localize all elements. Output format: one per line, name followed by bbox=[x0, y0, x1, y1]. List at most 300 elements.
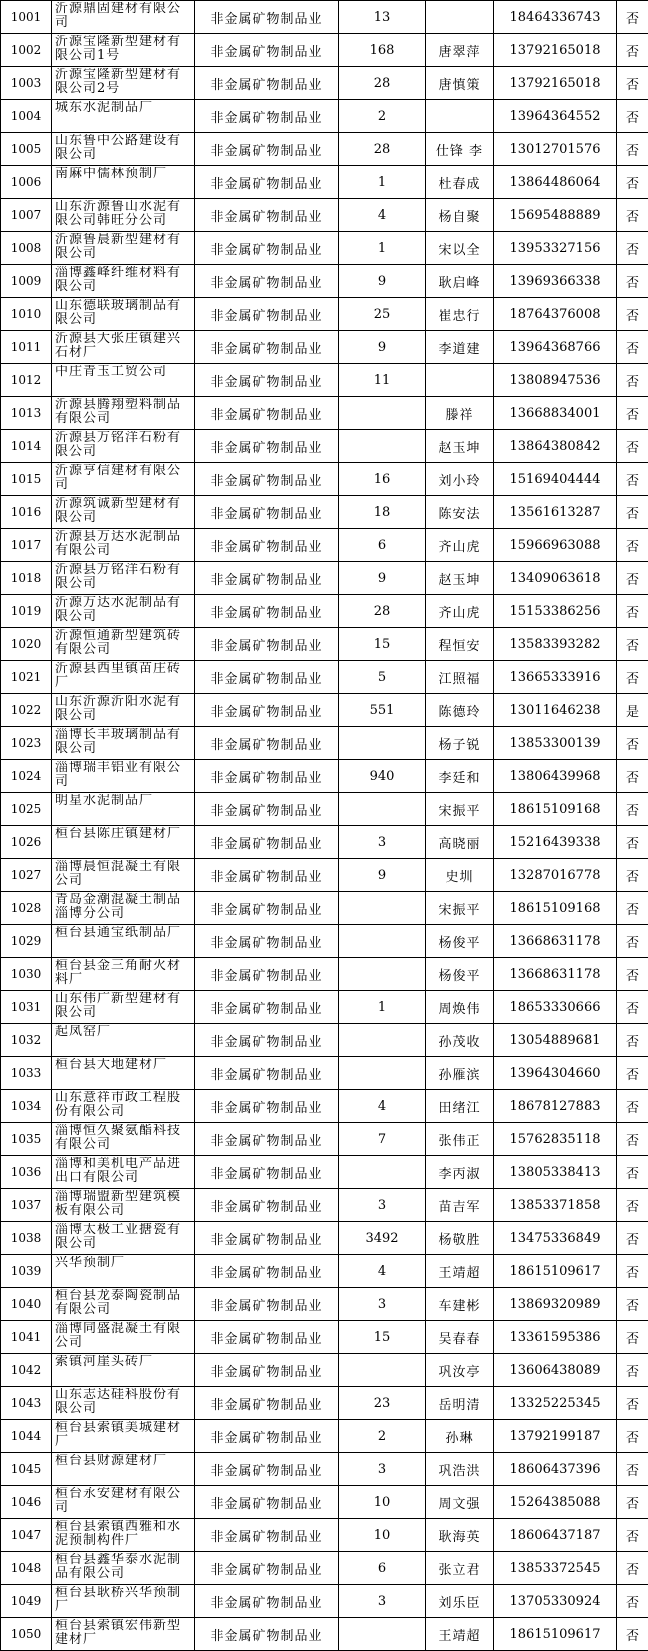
contact-person-cell: 齐山虎 bbox=[426, 529, 494, 562]
table-row bbox=[1, 958, 648, 991]
count-cell: 9 bbox=[339, 562, 426, 595]
company-name-cell bbox=[52, 1519, 195, 1552]
flag-cell: 否 bbox=[617, 331, 648, 364]
phone-cell: 18615109168 bbox=[494, 892, 617, 925]
contact-person-cell: 李丙淑 bbox=[426, 1156, 494, 1189]
company-name-text: 沂源筑诚新型建材有限公司 bbox=[55, 497, 182, 525]
flag-cell: 否 bbox=[617, 793, 648, 826]
company-name-cell bbox=[52, 1057, 195, 1090]
flag-cell: 否 bbox=[617, 133, 648, 166]
contact-person-cell: 陈安法 bbox=[426, 496, 494, 529]
flag-cell: 否 bbox=[617, 100, 648, 133]
industry-cell: 非金属矿物制品业 bbox=[195, 661, 339, 694]
company-name-text: 桓台县龙泰陶瓷制品有限公司 bbox=[55, 1289, 182, 1317]
count-cell: 6 bbox=[339, 529, 426, 562]
row-id-cell: 1027 bbox=[1, 859, 52, 892]
phone-cell: 18678127883 bbox=[494, 1090, 617, 1123]
table-row bbox=[1, 1387, 648, 1420]
row-id-cell: 1041 bbox=[1, 1321, 52, 1354]
company-name-text: 淄博瑞盟新型建筑模板有限公司 bbox=[55, 1190, 182, 1218]
contact-person-cell: 杨俊平 bbox=[426, 925, 494, 958]
table-row bbox=[1, 364, 648, 397]
industry-cell: 非金属矿物制品业 bbox=[195, 925, 339, 958]
industry-cell: 非金属矿物制品业 bbox=[195, 991, 339, 1024]
flag-cell: 否 bbox=[617, 1255, 648, 1288]
table-row bbox=[1, 430, 648, 463]
row-id-cell: 1038 bbox=[1, 1222, 52, 1255]
phone-cell: 13287016778 bbox=[494, 859, 617, 892]
count-cell: 25 bbox=[339, 298, 426, 331]
count-cell: 3 bbox=[339, 1453, 426, 1486]
industry-cell: 非金属矿物制品业 bbox=[195, 1354, 339, 1387]
contact-person-cell: 宋以全 bbox=[426, 232, 494, 265]
company-name-text: 桓台县索镇美城建材厂 bbox=[55, 1421, 182, 1449]
industry-cell: 非金属矿物制品业 bbox=[195, 430, 339, 463]
row-id-cell: 1028 bbox=[1, 892, 52, 925]
row-id-cell: 1043 bbox=[1, 1387, 52, 1420]
flag-cell: 否 bbox=[617, 826, 648, 859]
company-name-cell bbox=[52, 529, 195, 562]
count-cell: 3 bbox=[339, 1189, 426, 1222]
phone-cell: 13964368766 bbox=[494, 331, 617, 364]
table-row bbox=[1, 496, 648, 529]
flag-cell: 否 bbox=[617, 1156, 648, 1189]
contact-person-cell: 王靖超 bbox=[426, 1618, 494, 1651]
company-name-text: 桓台县索镇西雅和水泥预制构件厂 bbox=[55, 1520, 182, 1548]
phone-cell: 15264385088 bbox=[494, 1486, 617, 1519]
industry-cell: 非金属矿物制品业 bbox=[195, 628, 339, 661]
row-id-cell: 1002 bbox=[1, 34, 52, 67]
company-name-text: 桓台县鑫华泰水泥制品有限公司 bbox=[55, 1553, 182, 1581]
industry-cell: 非金属矿物制品业 bbox=[195, 1, 339, 34]
flag-cell: 否 bbox=[617, 1354, 648, 1387]
company-name-text: 桓台县大地建材厂 bbox=[55, 1058, 168, 1072]
row-id-cell: 1010 bbox=[1, 298, 52, 331]
count-cell: 7 bbox=[339, 1123, 426, 1156]
company-name-cell bbox=[52, 1255, 195, 1288]
count-cell: 23 bbox=[339, 1387, 426, 1420]
row-id-cell: 1040 bbox=[1, 1288, 52, 1321]
row-id-cell: 1034 bbox=[1, 1090, 52, 1123]
company-name-cell bbox=[52, 760, 195, 793]
industry-cell: 非金属矿物制品业 bbox=[195, 1585, 339, 1618]
table-row bbox=[1, 298, 648, 331]
company-name-text: 山东伟广新型建材有限公司 bbox=[55, 992, 182, 1020]
flag-cell: 否 bbox=[617, 1057, 648, 1090]
count-cell bbox=[339, 958, 426, 991]
table-row bbox=[1, 892, 648, 925]
table-row bbox=[1, 1222, 648, 1255]
row-id-cell: 1021 bbox=[1, 661, 52, 694]
company-name-text: 桓台县耿桥兴华预制厂 bbox=[55, 1586, 182, 1614]
flag-cell: 否 bbox=[617, 562, 648, 595]
row-id-cell: 1005 bbox=[1, 133, 52, 166]
company-name-text: 沂源县西里镇苗庄砖厂 bbox=[55, 662, 182, 690]
industry-cell: 非金属矿物制品业 bbox=[195, 1519, 339, 1552]
phone-cell: 13054889681 bbox=[494, 1024, 617, 1057]
row-id-cell: 1049 bbox=[1, 1585, 52, 1618]
industry-cell: 非金属矿物制品业 bbox=[195, 1618, 339, 1651]
contact-person-cell bbox=[426, 364, 494, 397]
company-name-cell bbox=[52, 727, 195, 760]
row-id-cell: 1024 bbox=[1, 760, 52, 793]
table-row bbox=[1, 826, 648, 859]
flag-cell: 否 bbox=[617, 1552, 648, 1585]
company-name-text: 桓台县财源建材厂 bbox=[55, 1454, 168, 1468]
contact-person-cell: 巩汝亭 bbox=[426, 1354, 494, 1387]
industry-cell: 非金属矿物制品业 bbox=[195, 727, 339, 760]
contact-person-cell: 赵玉坤 bbox=[426, 430, 494, 463]
contact-person-cell: 张立君 bbox=[426, 1552, 494, 1585]
phone-cell: 13606438089 bbox=[494, 1354, 617, 1387]
company-name-text: 沂源县万铭洋石粉有限公司 bbox=[55, 563, 182, 591]
table-row bbox=[1, 793, 648, 826]
contact-person-cell: 张伟正 bbox=[426, 1123, 494, 1156]
count-cell bbox=[339, 793, 426, 826]
table-row bbox=[1, 232, 648, 265]
company-name-cell bbox=[52, 1222, 195, 1255]
company-name-cell bbox=[52, 1156, 195, 1189]
flag-cell: 否 bbox=[617, 1387, 648, 1420]
count-cell: 28 bbox=[339, 133, 426, 166]
flag-cell: 否 bbox=[617, 1585, 648, 1618]
table-row bbox=[1, 100, 648, 133]
count-cell: 3 bbox=[339, 826, 426, 859]
row-id-cell: 1042 bbox=[1, 1354, 52, 1387]
row-id-cell: 1016 bbox=[1, 496, 52, 529]
count-cell: 4 bbox=[339, 199, 426, 232]
table-row bbox=[1, 1288, 648, 1321]
contact-person-cell: 李道建 bbox=[426, 331, 494, 364]
company-name-cell bbox=[52, 1123, 195, 1156]
contact-person-cell: 仕锋 李 bbox=[426, 133, 494, 166]
industry-cell: 非金属矿物制品业 bbox=[195, 562, 339, 595]
company-name-text: 山东志达硅科股份有限公司 bbox=[55, 1388, 182, 1416]
row-id-cell: 1020 bbox=[1, 628, 52, 661]
contact-person-cell: 耿启峰 bbox=[426, 265, 494, 298]
company-name-text: 山东沂源鲁山水泥有限公司韩旺分公司 bbox=[55, 200, 182, 228]
company-name-cell bbox=[52, 826, 195, 859]
company-name-cell bbox=[52, 1189, 195, 1222]
flag-cell: 否 bbox=[617, 1, 648, 34]
industry-cell: 非金属矿物制品业 bbox=[195, 892, 339, 925]
phone-cell: 13561613287 bbox=[494, 496, 617, 529]
row-id-cell: 1039 bbox=[1, 1255, 52, 1288]
flag-cell: 否 bbox=[617, 1420, 648, 1453]
industry-cell: 非金属矿物制品业 bbox=[195, 298, 339, 331]
table-row bbox=[1, 67, 648, 100]
flag-cell: 否 bbox=[617, 1453, 648, 1486]
contact-person-cell: 刘小玲 bbox=[426, 463, 494, 496]
industry-cell: 非金属矿物制品业 bbox=[195, 199, 339, 232]
company-name-cell bbox=[52, 1387, 195, 1420]
company-name-cell bbox=[52, 331, 195, 364]
phone-cell: 13864380842 bbox=[494, 430, 617, 463]
phone-cell: 18606437187 bbox=[494, 1519, 617, 1552]
company-name-text: 沂源亨信建材有限公司 bbox=[55, 464, 182, 492]
row-id-cell: 1018 bbox=[1, 562, 52, 595]
row-id-cell: 1050 bbox=[1, 1618, 52, 1651]
contact-person-cell: 王靖超 bbox=[426, 1255, 494, 1288]
phone-cell: 13409063618 bbox=[494, 562, 617, 595]
row-id-cell: 1037 bbox=[1, 1189, 52, 1222]
company-name-text: 桓台县金三角耐火材料厂 bbox=[55, 959, 182, 987]
contact-person-cell: 唐翠萍 bbox=[426, 34, 494, 67]
company-name-cell bbox=[52, 100, 195, 133]
count-cell bbox=[339, 1156, 426, 1189]
row-id-cell: 1019 bbox=[1, 595, 52, 628]
company-name-text: 沂源宝隆新型建材有限公司1号 bbox=[55, 35, 182, 63]
contact-person-cell: 周文强 bbox=[426, 1486, 494, 1519]
table-row bbox=[1, 1057, 648, 1090]
company-name-text: 明星水泥制品厂 bbox=[55, 794, 154, 808]
row-id-cell: 1035 bbox=[1, 1123, 52, 1156]
table-body bbox=[1, 1, 648, 1651]
flag-cell: 否 bbox=[617, 496, 648, 529]
table-row bbox=[1, 1453, 648, 1486]
company-name-text: 南麻中儒林预制厂 bbox=[55, 167, 168, 181]
row-id-cell: 1015 bbox=[1, 463, 52, 496]
row-id-cell: 1047 bbox=[1, 1519, 52, 1552]
company-name-text: 山东鲁中公路建设有限公司 bbox=[55, 134, 182, 162]
count-cell bbox=[339, 1024, 426, 1057]
industry-cell: 非金属矿物制品业 bbox=[195, 463, 339, 496]
phone-cell: 13808947536 bbox=[494, 364, 617, 397]
company-name-text: 桓台县索镇宏伟新型建材厂 bbox=[55, 1619, 182, 1647]
count-cell: 5 bbox=[339, 661, 426, 694]
table-row bbox=[1, 1552, 648, 1585]
industry-cell: 非金属矿物制品业 bbox=[195, 1255, 339, 1288]
phone-cell: 18653330666 bbox=[494, 991, 617, 1024]
table-row bbox=[1, 1321, 648, 1354]
table-row bbox=[1, 1255, 648, 1288]
contact-person-cell: 杨自聚 bbox=[426, 199, 494, 232]
company-name-text: 山东意祥市政工程股份有限公司 bbox=[55, 1091, 182, 1119]
row-id-cell: 1017 bbox=[1, 529, 52, 562]
company-name-cell bbox=[52, 496, 195, 529]
contact-person-cell: 高晓丽 bbox=[426, 826, 494, 859]
company-name-cell bbox=[52, 595, 195, 628]
row-id-cell: 1033 bbox=[1, 1057, 52, 1090]
phone-cell: 13583393282 bbox=[494, 628, 617, 661]
phone-cell: 15153386256 bbox=[494, 595, 617, 628]
table-row bbox=[1, 1156, 648, 1189]
row-id-cell: 1004 bbox=[1, 100, 52, 133]
phone-cell: 18615109168 bbox=[494, 793, 617, 826]
company-name-text: 山东德联玻璃制品有限公司 bbox=[55, 299, 182, 327]
count-cell: 4 bbox=[339, 1090, 426, 1123]
company-name-cell bbox=[52, 1321, 195, 1354]
contact-person-cell: 宋振平 bbox=[426, 892, 494, 925]
flag-cell: 否 bbox=[617, 1519, 648, 1552]
count-cell: 9 bbox=[339, 265, 426, 298]
phone-cell: 13668631178 bbox=[494, 958, 617, 991]
row-id-cell: 1036 bbox=[1, 1156, 52, 1189]
count-cell: 3 bbox=[339, 1288, 426, 1321]
company-name-text: 淄博太极工业搪瓷有限公司 bbox=[55, 1223, 182, 1251]
company-name-text: 兴华预制厂 bbox=[55, 1256, 126, 1270]
contact-person-cell: 巩浩洪 bbox=[426, 1453, 494, 1486]
company-name-cell bbox=[52, 1024, 195, 1057]
flag-cell: 否 bbox=[617, 859, 648, 892]
company-name-text: 淄博恒久聚氨酯科技有限公司 bbox=[55, 1124, 182, 1152]
contact-person-cell: 吴春春 bbox=[426, 1321, 494, 1354]
count-cell: 6 bbox=[339, 1552, 426, 1585]
industry-cell: 非金属矿物制品业 bbox=[195, 1486, 339, 1519]
count-cell: 940 bbox=[339, 760, 426, 793]
count-cell: 9 bbox=[339, 859, 426, 892]
company-name-cell bbox=[52, 232, 195, 265]
phone-cell: 13853300139 bbox=[494, 727, 617, 760]
table-row bbox=[1, 199, 648, 232]
row-id-cell: 1045 bbox=[1, 1453, 52, 1486]
industry-cell: 非金属矿物制品业 bbox=[195, 1420, 339, 1453]
company-name-text: 沂源县腾翔塑料制品有限公司 bbox=[55, 398, 182, 426]
phone-cell: 15695488889 bbox=[494, 199, 617, 232]
row-id-cell: 1032 bbox=[1, 1024, 52, 1057]
company-name-cell bbox=[52, 1354, 195, 1387]
flag-cell: 否 bbox=[617, 628, 648, 661]
company-name-cell bbox=[52, 1585, 195, 1618]
phone-cell: 13864486064 bbox=[494, 166, 617, 199]
phone-cell: 13792165018 bbox=[494, 67, 617, 100]
company-name-text: 山东沂源沂阳水泥有限公司 bbox=[55, 695, 182, 723]
count-cell bbox=[339, 1354, 426, 1387]
industry-cell: 非金属矿物制品业 bbox=[195, 1090, 339, 1123]
company-name-cell bbox=[52, 628, 195, 661]
table-row bbox=[1, 1519, 648, 1552]
industry-cell: 非金属矿物制品业 bbox=[195, 265, 339, 298]
industry-cell: 非金属矿物制品业 bbox=[195, 232, 339, 265]
row-id-cell: 1013 bbox=[1, 397, 52, 430]
company-name-cell bbox=[52, 463, 195, 496]
row-id-cell: 1009 bbox=[1, 265, 52, 298]
company-name-text: 沂源鲁晨新型建材有限公司 bbox=[55, 233, 182, 261]
phone-cell: 18606437396 bbox=[494, 1453, 617, 1486]
flag-cell: 否 bbox=[617, 925, 648, 958]
row-id-cell: 1008 bbox=[1, 232, 52, 265]
company-name-cell bbox=[52, 925, 195, 958]
flag-cell: 否 bbox=[617, 1123, 648, 1156]
row-id-cell: 1001 bbox=[1, 1, 52, 34]
flag-cell: 否 bbox=[617, 34, 648, 67]
company-name-cell bbox=[52, 430, 195, 463]
industry-cell: 非金属矿物制品业 bbox=[195, 826, 339, 859]
contact-person-cell: 唐慎策 bbox=[426, 67, 494, 100]
company-name-text: 淄博和美机电产品进出口有限公司 bbox=[55, 1157, 182, 1185]
contact-person-cell: 史圳 bbox=[426, 859, 494, 892]
company-name-text: 淄博晨恒混凝土有限公司 bbox=[55, 860, 182, 888]
company-name-text: 淄博瑞丰铝业有限公司 bbox=[55, 761, 182, 789]
contact-person-cell: 杨俊平 bbox=[426, 958, 494, 991]
flag-cell: 否 bbox=[617, 760, 648, 793]
row-id-cell: 1048 bbox=[1, 1552, 52, 1585]
company-name-text: 青岛金潮混凝土制品淄博分公司 bbox=[55, 893, 182, 921]
industry-cell: 非金属矿物制品业 bbox=[195, 67, 339, 100]
phone-cell: 18615109617 bbox=[494, 1618, 617, 1651]
industry-cell: 非金属矿物制品业 bbox=[195, 1123, 339, 1156]
contact-person-cell bbox=[426, 1, 494, 34]
contact-person-cell: 程恒安 bbox=[426, 628, 494, 661]
phone-cell: 13964304660 bbox=[494, 1057, 617, 1090]
contact-person-cell: 苗吉军 bbox=[426, 1189, 494, 1222]
flag-cell: 否 bbox=[617, 529, 648, 562]
company-name-text: 城东水泥制品厂 bbox=[55, 101, 154, 115]
count-cell: 15 bbox=[339, 628, 426, 661]
table-row bbox=[1, 463, 648, 496]
contact-person-cell: 滕祥 bbox=[426, 397, 494, 430]
phone-cell: 13792165018 bbox=[494, 34, 617, 67]
contact-person-cell: 崔忠行 bbox=[426, 298, 494, 331]
count-cell: 3492 bbox=[339, 1222, 426, 1255]
contact-person-cell bbox=[426, 100, 494, 133]
phone-cell: 13869320989 bbox=[494, 1288, 617, 1321]
flag-cell: 否 bbox=[617, 364, 648, 397]
industry-cell: 非金属矿物制品业 bbox=[195, 958, 339, 991]
flag-cell: 否 bbox=[617, 397, 648, 430]
company-name-cell bbox=[52, 859, 195, 892]
table-row bbox=[1, 529, 648, 562]
company-name-text: 索镇河崖头砖厂 bbox=[55, 1355, 154, 1369]
row-id-cell: 1006 bbox=[1, 166, 52, 199]
industry-cell: 非金属矿物制品业 bbox=[195, 166, 339, 199]
company-name-text: 沂源鼎固建材有限公司 bbox=[55, 2, 182, 30]
company-name-cell bbox=[52, 1552, 195, 1585]
contact-person-cell: 车建彬 bbox=[426, 1288, 494, 1321]
phone-cell: 13853372545 bbox=[494, 1552, 617, 1585]
row-id-cell: 1025 bbox=[1, 793, 52, 826]
company-name-cell bbox=[52, 1, 195, 34]
industry-cell: 非金属矿物制品业 bbox=[195, 859, 339, 892]
flag-cell: 否 bbox=[617, 595, 648, 628]
row-id-cell: 1023 bbox=[1, 727, 52, 760]
row-id-cell: 1026 bbox=[1, 826, 52, 859]
company-name-cell bbox=[52, 1453, 195, 1486]
table-row bbox=[1, 694, 648, 727]
industry-cell: 非金属矿物制品业 bbox=[195, 1024, 339, 1057]
flag-cell: 否 bbox=[617, 1618, 648, 1651]
industry-cell: 非金属矿物制品业 bbox=[195, 793, 339, 826]
count-cell: 2 bbox=[339, 100, 426, 133]
phone-cell: 18615109617 bbox=[494, 1255, 617, 1288]
company-name-text: 沂源宝隆新型建材有限公司2号 bbox=[55, 68, 182, 96]
phone-cell: 13668834001 bbox=[494, 397, 617, 430]
table-row bbox=[1, 166, 648, 199]
flag-cell: 否 bbox=[617, 232, 648, 265]
phone-cell: 15966963088 bbox=[494, 529, 617, 562]
count-cell: 168 bbox=[339, 34, 426, 67]
industry-cell: 非金属矿物制品业 bbox=[195, 496, 339, 529]
company-name-cell bbox=[52, 1288, 195, 1321]
count-cell: 2 bbox=[339, 1420, 426, 1453]
row-id-cell: 1030 bbox=[1, 958, 52, 991]
table-row bbox=[1, 1189, 648, 1222]
industry-cell: 非金属矿物制品业 bbox=[195, 100, 339, 133]
flag-cell: 否 bbox=[617, 1024, 648, 1057]
flag-cell: 否 bbox=[617, 958, 648, 991]
phone-cell: 13475336849 bbox=[494, 1222, 617, 1255]
flag-cell: 否 bbox=[617, 1321, 648, 1354]
contact-person-cell: 岳明清 bbox=[426, 1387, 494, 1420]
count-cell: 9 bbox=[339, 331, 426, 364]
contact-person-cell: 李廷和 bbox=[426, 760, 494, 793]
industry-cell: 非金属矿物制品业 bbox=[195, 1387, 339, 1420]
company-name-text: 沂源万达水泥制品有限公司 bbox=[55, 596, 182, 624]
industry-cell: 非金属矿物制品业 bbox=[195, 694, 339, 727]
count-cell bbox=[339, 1618, 426, 1651]
industry-cell: 非金属矿物制品业 bbox=[195, 760, 339, 793]
company-name-text: 桓台县陈庄镇建材厂 bbox=[55, 827, 182, 841]
